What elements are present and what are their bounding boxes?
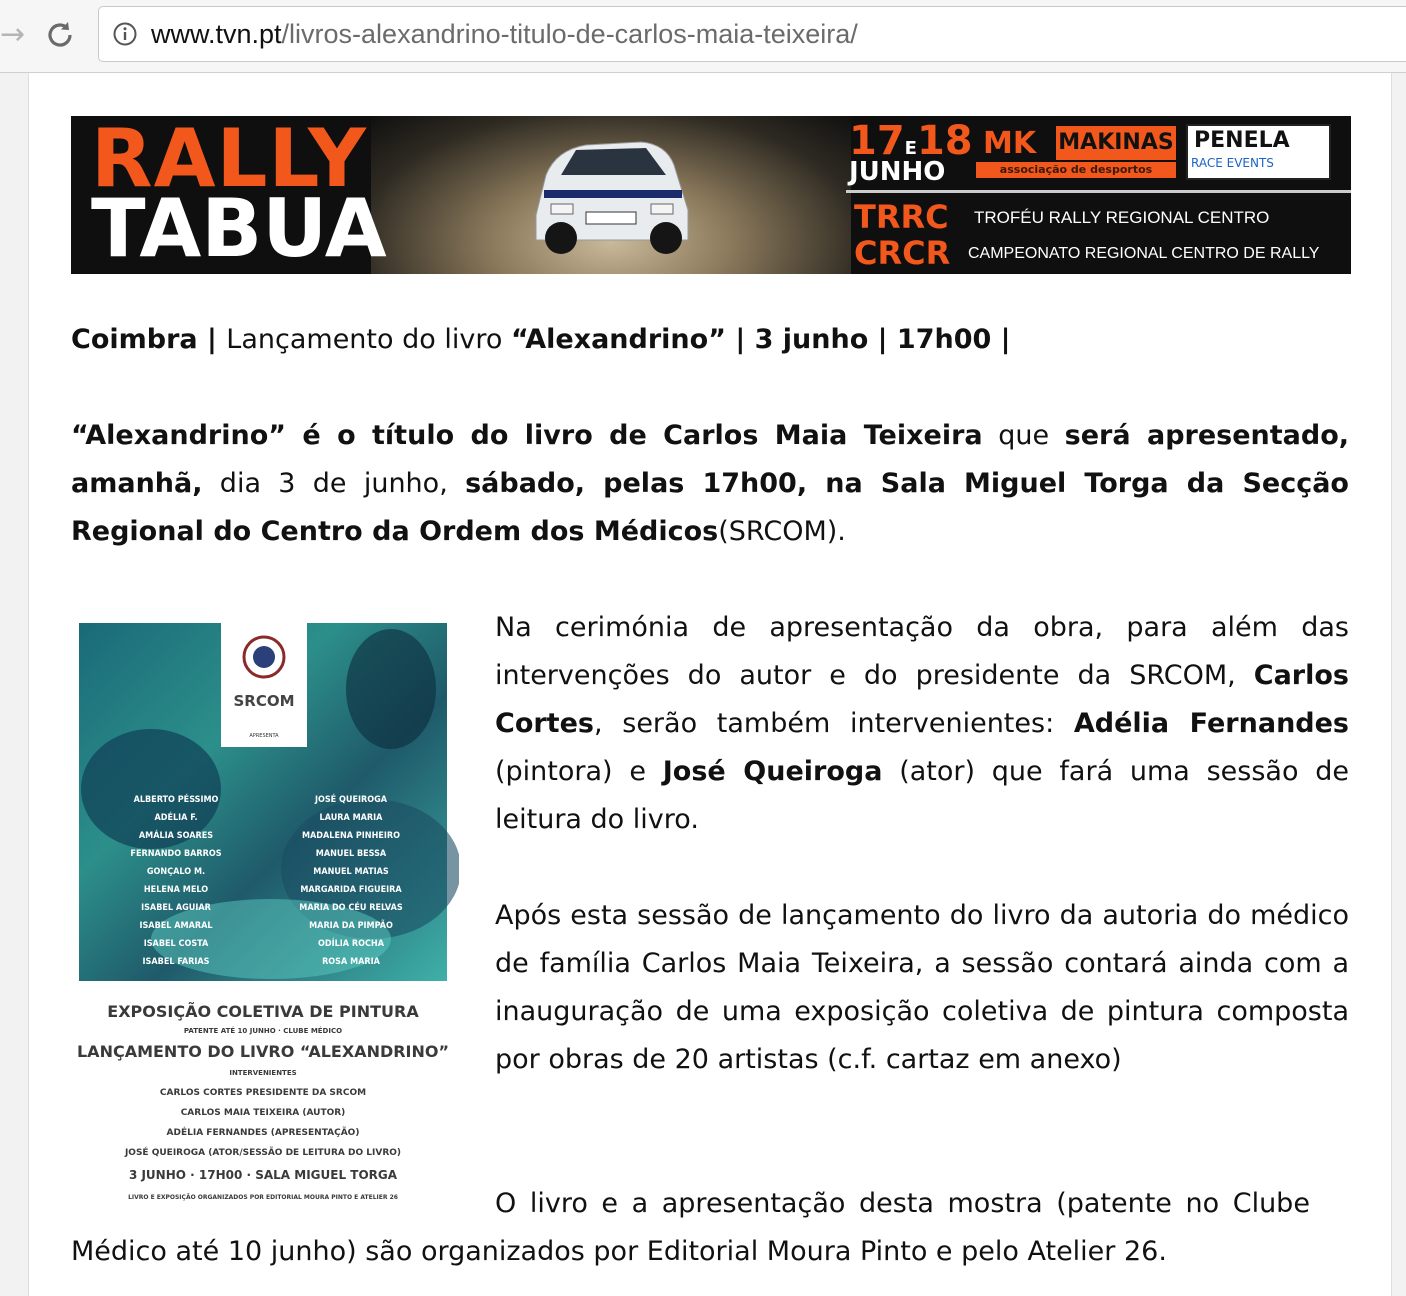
article-paragraph-1 (71, 412, 1349, 556)
banner-day2: 18 (916, 118, 973, 164)
banner-penela-sub: RACE EVENTS (1191, 156, 1274, 170)
poster-artist: LAURA MARIA (319, 813, 383, 823)
poster-line: ADÉLIA FERNANDES (APRESENTAÇÃO) (166, 1128, 360, 1138)
p2-d: Adélia Fernandes (1073, 708, 1349, 739)
p1-c: será apresentado, amanhã, (71, 420, 1350, 499)
banner-campeonato: CAMPEONATO REGIONAL CENTRO DE RALLY (968, 245, 1320, 262)
poster-artist: MANUEL MATIAS (313, 867, 389, 877)
poster-artist: MARGARIDA FIGUEIRA (300, 885, 402, 895)
poster-line: JOSÉ QUEIROGA (ATOR/SESSÃO DE LEITURA DO LIVRO) (124, 1148, 402, 1158)
headline-pre: Lançamento do livro (226, 324, 511, 355)
poster-presents: APRESENTA (249, 733, 279, 739)
poster-artist: ROSA MARIA (322, 957, 380, 967)
browser-toolbar (0, 0, 1406, 73)
banner-penela-logo: PENELA (1186, 124, 1331, 180)
poster-artist: ISABEL AGUIAR (141, 903, 211, 913)
p1-b: que (982, 420, 1065, 451)
p2-g: (ator) que fará uma sessão de leitura do livro. (495, 756, 1349, 835)
poster-artist: AMÁLIA SOARES (138, 831, 214, 841)
event-poster-image[interactable] (71, 609, 459, 1209)
poster-artist: MADALENA PINHEIRO (301, 831, 401, 841)
poster-expo-title: EXPOSIÇÃO COLETIVA DE PINTURA (107, 1002, 419, 1021)
poster-artist: HELENA MELO (143, 885, 209, 895)
banner-mk-logo: MK (983, 126, 1037, 161)
reload-icon[interactable] (42, 17, 78, 53)
banner-assoc-text: associação de desportos (976, 162, 1176, 178)
banner-trrc: TRRC (854, 198, 949, 236)
forward-arrow-icon[interactable]: → (0, 17, 26, 52)
rally-banner[interactable] (71, 116, 1351, 274)
poster-artist: ODÍLIA ROCHA (318, 939, 384, 949)
address-bar[interactable] (98, 6, 1406, 62)
poster-artist: JOSÉ QUEIROGA (314, 795, 388, 805)
poster-org: LIVRO E EXPOSIÇÃO ORGANIZADOS POR EDITORIAL MOURA PINTO E ATELIER 26 (128, 1194, 398, 1201)
p2-a: Na cerimónia de apresentação da obra, para além das intervenções do autor e do presidente da SRCOM, (495, 612, 1349, 691)
poster-artist: ISABEL COSTA (143, 939, 209, 949)
p1-a: “Alexandrino” é o título do livro de Carlos Maia Teixeira (71, 420, 983, 451)
poster-line: CARLOS MAIA TEIXEIRA (AUTOR) (180, 1108, 346, 1118)
page-content (28, 73, 1392, 1296)
poster-artist: ISABEL AMARAL (139, 921, 213, 931)
url-text (151, 18, 858, 50)
p2-f: José Queiroga (662, 756, 883, 787)
p2-e: (pintora) e (495, 756, 663, 787)
url-path: /livros-alexandrino-titulo-de-carlos-maia-teixeira/ (281, 19, 858, 49)
article-paragraph-3: Após esta sessão de lançamento do livro da autoria do médico de família Carlos Maia Teixeira, a sessão contará ainda com a inauguração de uma exposição coletiva de pintura composta por obras de 20 artistas (c.f. cartaz em anexo) (495, 900, 1349, 1075)
poster-artist: ADÉLIA F. (154, 813, 198, 823)
poster-line: CARLOS CORTES PRESIDENTE DA SRCOM (159, 1088, 367, 1098)
poster-artist: MANUEL BESSA (315, 849, 387, 859)
article-paragraph-4a: O livro e a apresentação desta mostra (patente no Clube (495, 1188, 1310, 1219)
article-paragraph-4b: Médico até 10 junho) são organizados por Editorial Moura Pinto e pelo Atelier 26. (71, 1236, 1167, 1267)
headline-city: Coimbra (71, 324, 198, 355)
banner-divider (846, 190, 1351, 193)
banner-rally-text: RALLY (91, 116, 367, 205)
poster-artist: ALBERTO PÉSSIMO (133, 795, 219, 805)
article-headline (71, 316, 1011, 364)
info-icon[interactable] (113, 22, 137, 46)
poster-artist: GONÇALO M. (146, 867, 206, 877)
p2-b: Carlos Cortes (495, 660, 1349, 739)
p1-f: (SRCOM). (718, 516, 846, 547)
article-paragraph-2 (495, 604, 1349, 844)
banner-day1: 17 (849, 118, 905, 164)
banner-tabua-text: TABUA (91, 182, 387, 274)
banner-makinas-logo: MAKINAS (1056, 126, 1176, 160)
poster-interv: INTERVENIENTES (229, 1069, 297, 1077)
poster-artist: ISABEL FARIAS (142, 957, 210, 967)
poster-artist: MARIA DA PIMPÃO (309, 921, 393, 931)
headline-title: “Alexandrino” | 3 junho | 17h00 | (510, 324, 1011, 355)
headline-sep: | (197, 324, 227, 355)
rally-car-image (516, 120, 706, 260)
url-host: www.tvn.pt (151, 19, 282, 49)
poster-logo: SRCOM (233, 692, 295, 710)
poster-when: 3 JUNHO · 17H00 · SALA MIGUEL TORGA (128, 1168, 398, 1182)
poster-launch-title: LANÇAMENTO DO LIVRO “ALEXANDRINO” (76, 1042, 450, 1061)
poster-artist: FERNANDO BARROS (130, 849, 222, 859)
p2-c: , serão também intervenientes: (593, 708, 1074, 739)
poster-artist: MARIA DO CÉU RELVAS (299, 903, 403, 913)
p1-d: dia 3 de junho, (202, 468, 466, 499)
banner-crcr: CRCR (854, 234, 951, 272)
banner-month: JUNHO (849, 157, 946, 187)
banner-trofeu: TROFÉU RALLY REGIONAL CENTRO (974, 208, 1270, 227)
poster-expo-sub: PATENTE ATÉ 10 JUNHO · CLUBE MÉDICO (183, 1027, 343, 1035)
banner-e: E (904, 138, 917, 159)
p1-e: sábado, pelas 17h00, na Sala Miguel Torga da Secção Regional do Centro da Ordem dos Médicos (71, 468, 1349, 547)
